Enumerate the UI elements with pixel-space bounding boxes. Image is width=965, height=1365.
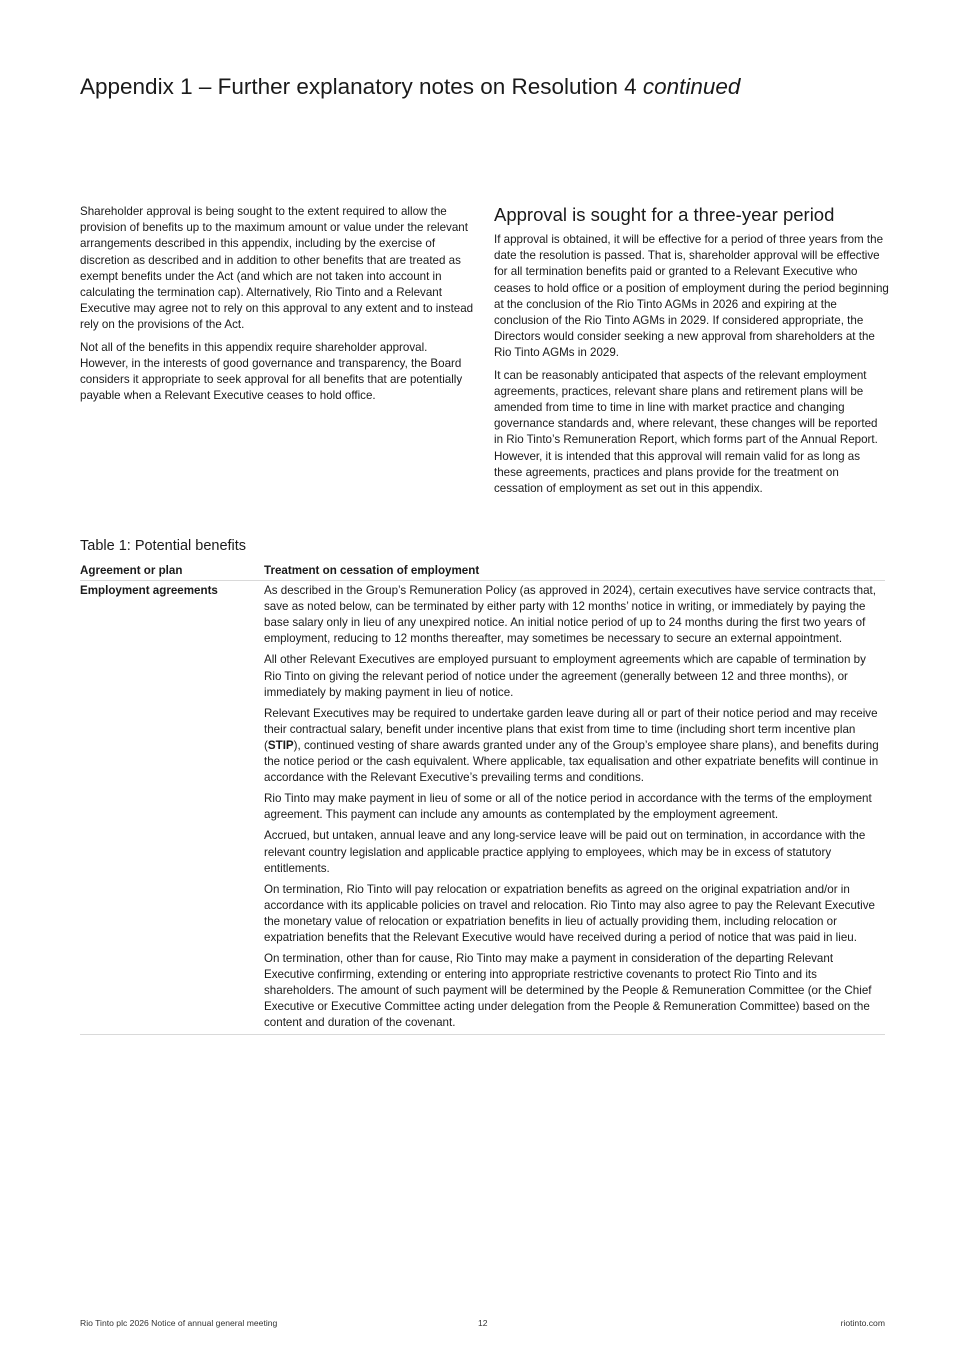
stip-abbreviation: STIP [267,738,294,752]
left-paragraph-1: Shareholder approval is being sought to the extent required to allow the provision of benefits up to the maximum amount or value under the relevant arrangements described in this appendix, including by the exercise of discretion as described and in addition to other benefits that are treated as exempt benefits under the Act (and which are not taken into account in calculating the termination cap). Alternatively, Rio Tinto and a Relevant Executive may agree not to rely on this approval to any extent and to instead rely on the provisions of the Act. [80,205,474,332]
treatment-paragraph-1: As described in the Group’s Remuneration Policy (as approved in 2024), certain executives have service contracts that, save as noted below, can be terminated by either party with 12 months’ notice in writing, or immediately by paying the base salary only in lieu of any unexpired notice. An initial notice period of up to 24 months during the first two years of employment, reducing to 12 months thereafter, may sometimes be necessary to secure an external appointment. [264,584,876,646]
left-paragraph-2: Not all of the benefits in this appendix require shareholder approval. However, in the interests of good governance and transparency, the Board considers it appropriate to seek approval for all benefits that are potentially payable when a Relevant Executive ceases to hold office. [80,340,463,403]
right-column [494,204,889,503]
footer-page-number: 12 [478,1318,488,1328]
treatment-cell [264,581,885,1034]
stip-text-after: ), continued vesting of share awards granted under any of the Group’s employee share plans), and benefits during the notice period or the cash equivalent. Where applicable, tax equalisation and other expatriate benefits will continue in accordance with the Relevant Executive’s prevailing terms and conditions. [264,738,879,785]
table-caption: Table 1: Potential benefits [80,538,247,554]
treatment-paragraph-4: Rio Tinto may make payment in lieu of some or all of the notice period in accordance with the terms of the employment agreement. This payment can include any amounts as contemplated by the employment agreement. [264,792,872,822]
page-title [80,74,740,100]
treatment-paragraph-6: On termination, Rio Tinto will pay relocation or expatriation benefits as agreed on the original expatriation and/or in accordance with its applicable policies on travel and relocation. Rio Tinto may also agree to pay the Relevant Executive the monetary value of relocation or expatriation benefits in lieu of actually providing them, including relocation or expatriation benefits that the Relevant Executive would have received during a period of notice that was paid in lieu. [264,882,875,944]
treatment-paragraph-3 [264,706,885,786]
right-paragraph-2: It can be reasonably anticipated that aspects of the relevant employment agreements, practices, relevant share plans and retirement plans will be amended from time to time in line with market practice and changing governance standards and, where relevant, these changes will be reported in Rio Tinto’s Remuneration Report, which forms part of the Annual Report. However, it is intended that this approval will remain valid for as long as these agreements, practices and plans provide for the treatment on cessation of employment as set out in this appendix. [494,368,878,496]
approval-period-heading: Approval is sought for a three-year period [494,204,835,225]
potential-benefits-table [80,563,885,1035]
stip-text-before: Relevant Executives may be required to undertake garden leave during all or part of their notice period and may receive their contractual salary, benefit under incentive plans that exist from time to time (including short term incentive plan ( [264,706,878,752]
left-column [80,204,475,410]
footer-website: riotinto.com [840,1318,885,1328]
treatment-paragraph-5: Accrued, but untaken, annual leave and any long-service leave will be paid out on termination, in accordance with the relevant country legislation and applicable practice applying to employees, which may be in excess of statutory entitlements. [264,829,866,875]
page-title-continued: continued [642,74,741,99]
footer-document-title: Rio Tinto plc 2026 Notice of annual general meeting [80,1318,278,1328]
row-label-employment-agreements: Employment agreements [80,581,264,1034]
treatment-paragraph-7: On termination, other than for cause, Rio Tinto may make a payment in consideration of the departing Relevant Executive confirming, extending or entering into appropriate restrictive covenants to protect Rio Tinto and its shareholders. The amount of such payment will be determined by the People & Remuneration Committee (or the Chief Executive or Executive Committee acting under delegation from the People & Remuneration Committee) based on the content and duration of the covenant. [264,952,872,1030]
page-title-main: Appendix 1 – Further explanatory notes on Resolution 4 [80,74,643,99]
column-header-treatment: Treatment on cessation of employment [264,563,885,581]
table-row [80,581,885,1034]
column-header-agreement: Agreement or plan [80,563,264,581]
right-paragraph-1: If approval is obtained, it will be effective for a period of three years from the date the resolution is passed. That is, shareholder approval will be effective for all termination benefits paid or granted to a Relevant Executive who ceases to hold office or a position of employment during the period beginning at the conclusion of the Rio Tinto AGMs in 2026 and expiring at the conclusion of the Rio Tinto AGMs in 2029. If considered appropriate, the Directors would consider seeking a new approval from shareholders at the Rio Tinto AGMs in 2029. [494,233,889,360]
table-header-row [80,563,885,581]
treatment-paragraph-2: All other Relevant Executives are employed pursuant to employment agreements which are capable of termination by Rio Tinto on giving the relevant period of notice under the agreement (generally between 12 and three months), or immediately by making payment in lieu of notice. [264,653,866,699]
